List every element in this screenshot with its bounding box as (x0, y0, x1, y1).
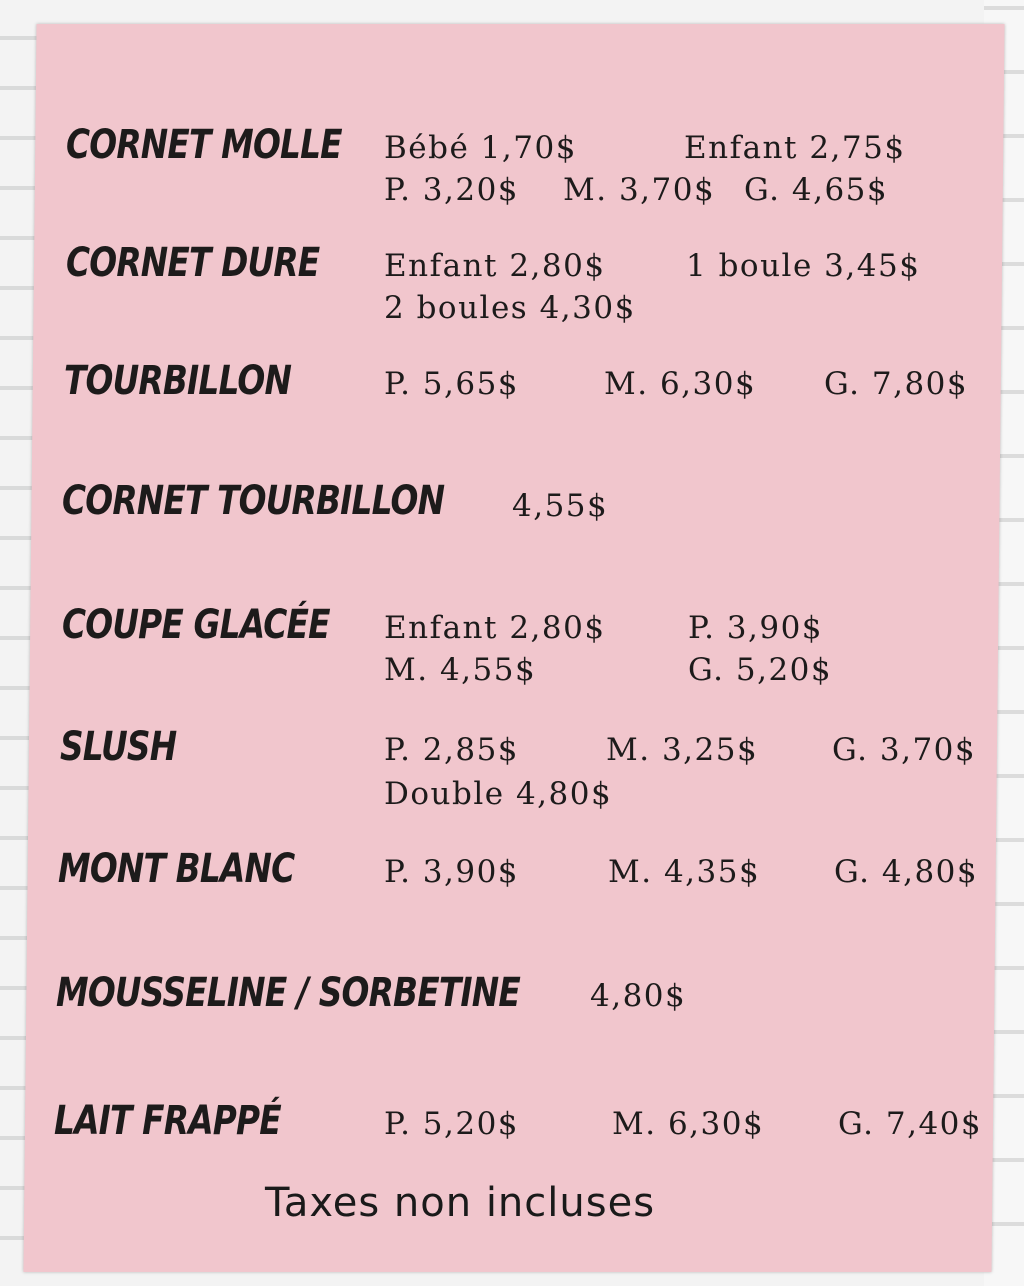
price-lait-frappe-p: P. 5,20$ (384, 1106, 520, 1142)
item-name-coupe-glacee: COUPE GLACÉE (62, 602, 330, 648)
item-name-cornet-tourbillon: CORNET TOURBILLON (62, 478, 445, 524)
price-mousseline-sorbetine: 4,80$ (590, 978, 687, 1014)
price-coupe-glacee-p: P. 3,90$ (688, 610, 824, 646)
item-name-tourbillon: TOURBILLON (64, 358, 292, 404)
price-cornet-molle-enfant: Enfant 2,75$ (684, 130, 906, 166)
price-cornet-molle-bebe: Bébé 1,70$ (384, 130, 577, 166)
item-name-cornet-dure: CORNET DURE (66, 240, 320, 286)
price-cornet-tourbillon: 4,55$ (512, 488, 609, 524)
price-mont-blanc-g: G. 4,80$ (834, 854, 979, 890)
item-name-cornet-molle: CORNET MOLLE (66, 122, 342, 168)
item-name-mont-blanc: MONT BLANC (58, 846, 295, 892)
item-name-mousseline-sorbetine: MOUSSELINE / SORBETINE (56, 970, 520, 1016)
price-coupe-glacee-g: G. 5,20$ (688, 652, 833, 688)
price-coupe-glacee-enfant: Enfant 2,80$ (384, 610, 606, 646)
price-cornet-dure-2-boules: 2 boules 4,30$ (384, 290, 636, 326)
price-cornet-molle-p: P. 3,20$ (384, 172, 520, 208)
price-cornet-molle-g: G. 4,65$ (744, 172, 889, 208)
price-tourbillon-m: M. 6,30$ (604, 366, 757, 402)
price-cornet-molle-m: M. 3,70$ (563, 172, 716, 208)
item-name-lait-frappe: LAIT FRAPPÉ (54, 1098, 281, 1144)
price-lait-frappe-m: M. 6,30$ (612, 1106, 765, 1142)
price-tourbillon-p: P. 5,65$ (384, 366, 520, 402)
price-cornet-dure-enfant: Enfant 2,80$ (384, 248, 606, 284)
price-mont-blanc-m: M. 4,35$ (608, 854, 761, 890)
price-slush-double: Double 4,80$ (384, 776, 613, 812)
price-cornet-dure-1-boule: 1 boule 3,45$ (686, 248, 921, 284)
price-coupe-glacee-m: M. 4,55$ (384, 652, 537, 688)
price-slush-m: M. 3,25$ (606, 732, 759, 768)
price-tourbillon-g: G. 7,80$ (824, 366, 969, 402)
item-name-slush: SLUSH (60, 724, 177, 770)
price-mont-blanc-p: P. 3,90$ (384, 854, 520, 890)
price-slush-p: P. 2,85$ (384, 732, 520, 768)
menu-poster (23, 24, 1004, 1272)
taxes-note: Taxes non incluses (265, 1180, 656, 1226)
price-slush-g: G. 3,70$ (832, 732, 977, 768)
price-lait-frappe-g: G. 7,40$ (838, 1106, 983, 1142)
